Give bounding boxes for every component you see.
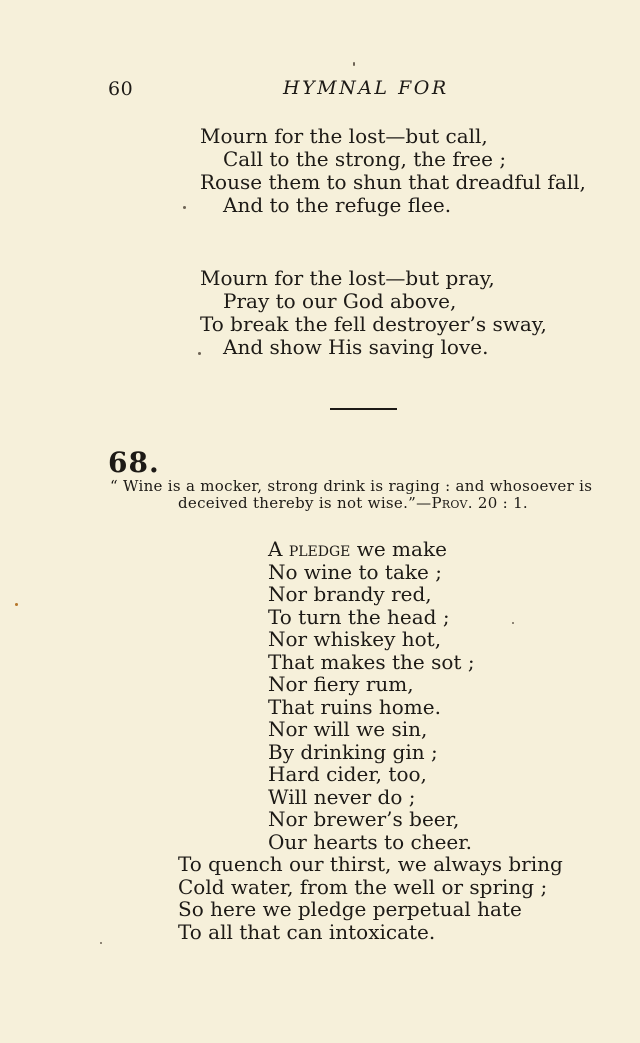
paper-speck bbox=[353, 62, 355, 66]
closing-line: To all that can intoxicate. bbox=[178, 920, 436, 944]
page-number: 60 bbox=[108, 78, 134, 100]
hymn-line: To turn the head ; bbox=[268, 605, 450, 629]
hymn-first-line bbox=[268, 538, 447, 561]
epigraph-line bbox=[178, 494, 528, 512]
hymn-line: Nor brewer’s beer, bbox=[268, 807, 460, 831]
stanza1-line: And to the refuge flee. bbox=[223, 193, 452, 217]
paper-speck bbox=[183, 206, 186, 209]
hymn-line: Nor whiskey hot, bbox=[268, 627, 442, 651]
section-divider bbox=[330, 408, 397, 410]
stanza2-line: To break the fell destroyer’s sway, bbox=[200, 312, 547, 336]
stanza1-line: Rouse them to shun that dreadful fall, bbox=[200, 170, 586, 194]
stanza1-line: Mourn for the lost—but call, bbox=[200, 124, 488, 148]
epigraph-reference: Prov. 20 : 1. bbox=[431, 494, 529, 512]
stanza2-line: Pray to our God above, bbox=[223, 289, 457, 313]
hymn-line: Our hearts to cheer. bbox=[268, 830, 472, 854]
hymn-line: No wine to take ; bbox=[268, 560, 442, 584]
stanza1-line: Call to the strong, the free ; bbox=[223, 147, 507, 171]
hymn-line: That makes the sot ; bbox=[268, 650, 475, 674]
stanza2-line: Mourn for the lost—but pray, bbox=[200, 266, 495, 290]
hymn-line: Will never do ; bbox=[268, 785, 416, 809]
first-word: A bbox=[268, 537, 283, 561]
closing-line: Cold water, from the well or spring ; bbox=[178, 875, 548, 899]
hymn-line: That ruins home. bbox=[268, 695, 441, 719]
paper-speck bbox=[198, 352, 201, 355]
closing-line: To quench our thirst, we always bring bbox=[178, 852, 563, 876]
epigraph-line: “ Wine is a mocker, strong drink is raging : and whosoever is bbox=[110, 477, 593, 495]
hymn-line: Hard cider, too, bbox=[268, 762, 427, 786]
hymn-line: Nor fiery rum, bbox=[268, 672, 414, 696]
hymn-line: By drinking gin ; bbox=[268, 740, 438, 764]
epigraph-text: deceived thereby is not wise.”— bbox=[178, 494, 432, 512]
running-title: HYMNAL FOR bbox=[283, 77, 449, 99]
stanza2-line: And show His saving love. bbox=[223, 335, 489, 359]
first-line-rest: we make bbox=[350, 537, 447, 561]
paper-speck bbox=[15, 603, 18, 606]
first-word-smallcaps: pledge bbox=[288, 537, 351, 561]
closing-line: So here we pledge perpetual hate bbox=[178, 897, 522, 921]
paper-speck bbox=[100, 942, 102, 944]
hymn-line: Nor will we sin, bbox=[268, 717, 428, 741]
hymn-number: 68. bbox=[108, 446, 160, 479]
paper-speck bbox=[512, 622, 514, 624]
hymn-line: Nor brandy red, bbox=[268, 582, 432, 606]
